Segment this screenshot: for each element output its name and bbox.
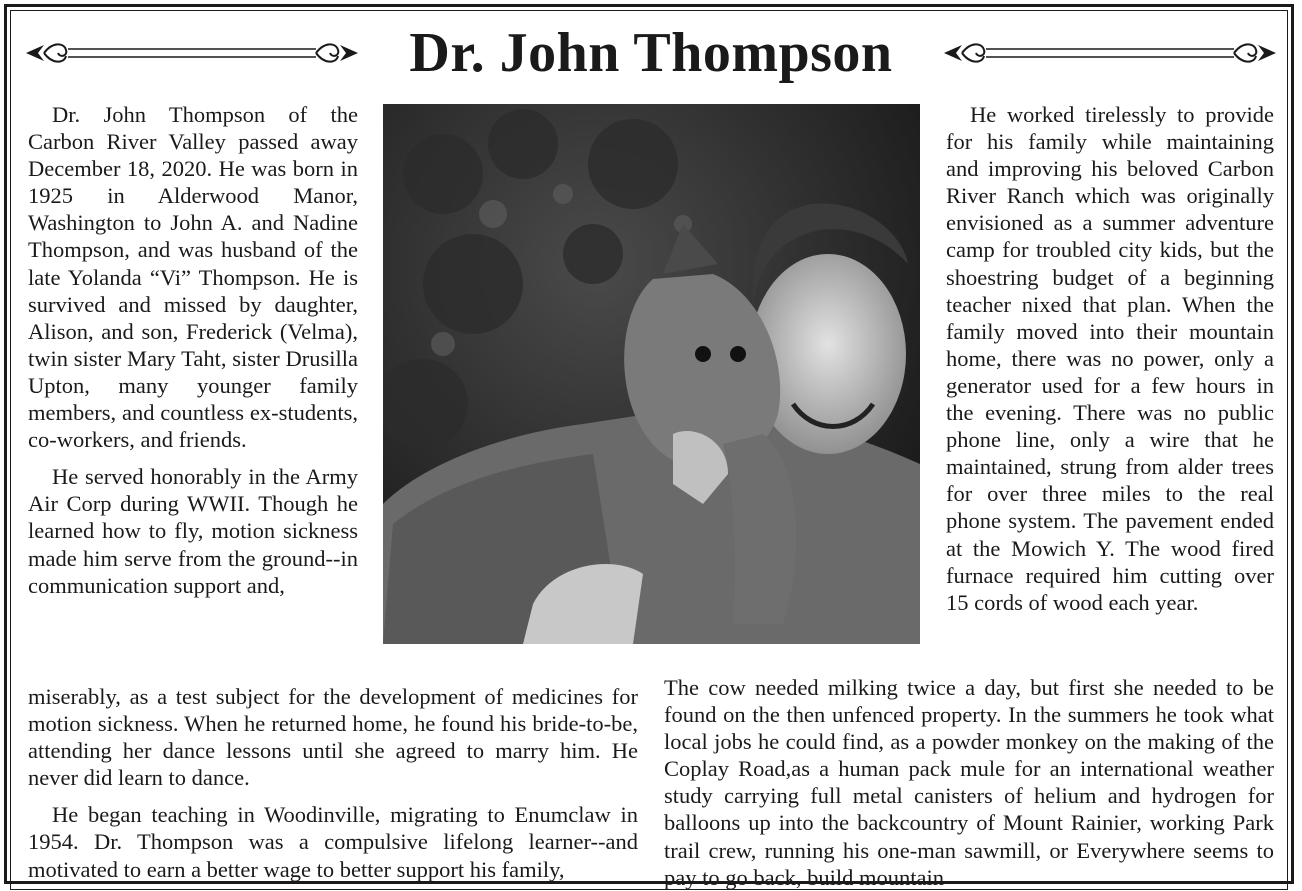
paragraph: Dr. John Thompson of the Carbon River Valley passed away December 18, 2020. He was born in 1925 in Alderwood Manor, Washington to John A. and Nadine Thompson, and was husband of the late Yolanda “Vi” Thompson. He is survived and missed by daughter, Alison, and son, Frederick (Velma), twin sister Mary Taht, sister Drusilla Upton, many younger family members, and countless ex-students, co-workers, and friends. xyxy=(28,102,358,453)
paragraph: The cow needed milking twice a day, but first she needed to be found on the then unfenced property. In the summers he took what local jobs he could find, as a powder monkey on the making of the Coplay Road,as a human pack mule for an international weather study carrying full metal canisters of helium and hydrogen for balloons up into the backcountry of Mount Rainier, working Park trail crew, running his one-man sawmill, or Everywhere seems to pay to go back, build mountain xyxy=(664,675,1274,890)
paragraph: He began teaching in Woodinville, migrating to Enumclaw in 1954. Dr. Thompson was a compulsive lifelong learner--and motivated to earn a better wage to better support his family, xyxy=(28,802,638,882)
column-right-bottom xyxy=(664,674,1274,891)
paragraph: miserably, as a test subject for the development of medicines for motion sickness. When he returned home, he found his bride-to-be, attending her dance lessons until she agreed to marry him. He never did learn to dance. xyxy=(28,684,638,791)
photo-image xyxy=(383,104,920,644)
column-right-top xyxy=(946,101,1274,616)
paragraph: He served honorably in the Army Air Corp during WWII. Though he learned how to fly, motion sickness made him serve from the ground--in communication support and, xyxy=(28,464,358,598)
column-left-top xyxy=(28,101,358,599)
ornament-right xyxy=(942,36,1278,70)
paragraph: He worked tirelessly to provide for his family while maintaining and improving his beloved Carbon River Ranch which was originally envisioned as a summer adventure camp for troubled city kids, but the shoestring budget of a beginning teacher nixed that plan. When the family moved into their mountain home, there was no power, only a generator used for a few hours in the evening. There was no public phone line, only a wire that he maintained, strung from alder trees for over three miles to the real phone system. The pavement ended at the Mowich Y. The wood fired furnace required him cutting over 15 cords of wood each year. xyxy=(946,102,1274,615)
column-left-bottom xyxy=(28,683,638,883)
page-title: Dr. John Thompson xyxy=(409,22,893,84)
portrait-photo xyxy=(383,104,920,644)
